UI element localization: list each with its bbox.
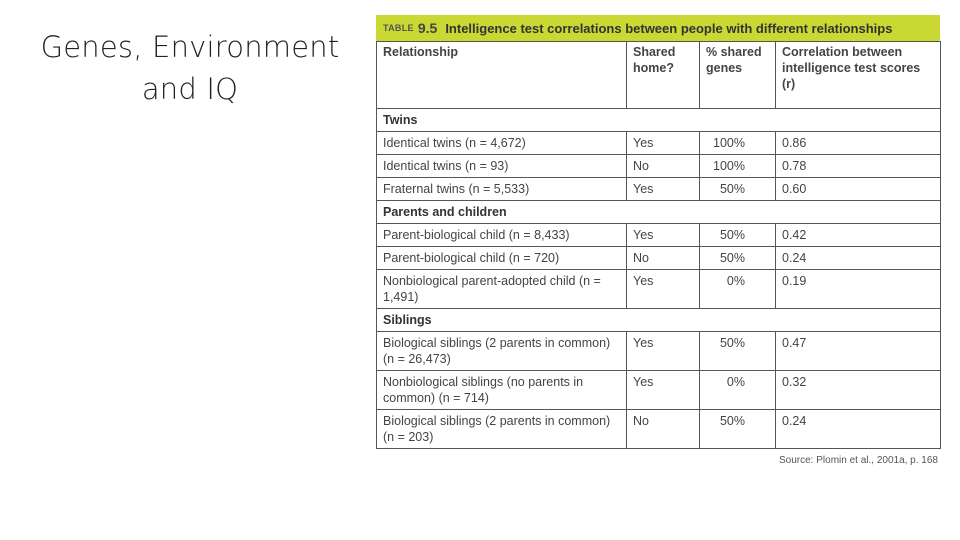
- cell-relationship: Parent-biological child (n = 720): [377, 247, 627, 270]
- cell-shared-genes: 0%: [700, 270, 776, 309]
- cell-correlation: 0.86: [776, 132, 941, 155]
- table-row: [377, 132, 941, 155]
- section-label: Parents and children: [377, 201, 941, 224]
- section-label: Twins: [377, 109, 941, 132]
- table-row: [377, 371, 941, 410]
- cell-shared-home: No: [627, 410, 700, 449]
- table-body: [377, 109, 941, 449]
- cell-shared-genes: 50%: [700, 178, 776, 201]
- column-header-shared-home: Shared home?: [627, 42, 700, 109]
- cell-relationship: Nonbiological parent-adopted child (n = 1,491): [377, 270, 627, 309]
- table-row: [377, 224, 941, 247]
- cell-correlation: 0.42: [776, 224, 941, 247]
- section-row: [377, 109, 941, 132]
- cell-relationship: Biological siblings (2 parents in common) (n = 26,473): [377, 332, 627, 371]
- section-row: [377, 201, 941, 224]
- cell-relationship: Biological siblings (2 parents in common) (n = 203): [377, 410, 627, 449]
- column-header-shared-genes: % shared genes: [700, 42, 776, 109]
- table-row: [377, 270, 941, 309]
- cell-shared-genes: 50%: [700, 224, 776, 247]
- cell-correlation: 0.24: [776, 247, 941, 270]
- cell-shared-home: Yes: [627, 270, 700, 309]
- cell-shared-genes: 50%: [700, 332, 776, 371]
- table-header-row: [377, 42, 941, 109]
- table-caption-bar: [376, 15, 940, 41]
- cell-correlation: 0.32: [776, 371, 941, 410]
- column-header-correlation: Correlation between intelligence test scores (r): [776, 42, 941, 109]
- cell-correlation: 0.47: [776, 332, 941, 371]
- table-tag: TABLE: [383, 23, 414, 33]
- table-row: [377, 247, 941, 270]
- cell-relationship: Identical twins (n = 93): [377, 155, 627, 178]
- slide-title-line-2: and IQ: [141, 72, 239, 106]
- cell-correlation: 0.78: [776, 155, 941, 178]
- cell-shared-home: No: [627, 247, 700, 270]
- table-row: [377, 178, 941, 201]
- section-row: [377, 309, 941, 332]
- cell-shared-home: Yes: [627, 332, 700, 371]
- table-caption: Intelligence test correlations between people with different relationships: [445, 20, 893, 36]
- cell-shared-home: Yes: [627, 178, 700, 201]
- table-row: [377, 155, 941, 178]
- cell-relationship: Parent-biological child (n = 8,433): [377, 224, 627, 247]
- section-label: Siblings: [377, 309, 941, 332]
- cell-shared-home: No: [627, 155, 700, 178]
- cell-shared-home: Yes: [627, 224, 700, 247]
- column-header-relationship: Relationship: [377, 42, 627, 109]
- cell-shared-genes: 50%: [700, 410, 776, 449]
- cell-correlation: 0.60: [776, 178, 941, 201]
- cell-shared-home: Yes: [627, 132, 700, 155]
- correlation-table: [376, 41, 941, 449]
- cell-shared-genes: 100%: [700, 155, 776, 178]
- table-figure: [376, 15, 940, 466]
- table-number: 9.5: [417, 20, 438, 36]
- cell-relationship: Identical twins (n = 4,672): [377, 132, 627, 155]
- cell-relationship: Nonbiological siblings (no parents in common) (n = 714): [377, 371, 627, 410]
- cell-correlation: 0.19: [776, 270, 941, 309]
- cell-correlation: 0.24: [776, 410, 941, 449]
- cell-relationship: Fraternal twins (n = 5,533): [377, 178, 627, 201]
- table-row: [377, 410, 941, 449]
- cell-shared-genes: 0%: [700, 371, 776, 410]
- cell-shared-genes: 100%: [700, 132, 776, 155]
- table-source: Source: Plomin et al., 2001a, p. 168: [779, 455, 938, 466]
- cell-shared-home: Yes: [627, 371, 700, 410]
- slide-title: [20, 26, 360, 110]
- cell-shared-genes: 50%: [700, 247, 776, 270]
- slide-title-line-1: Genes, Environment: [40, 30, 340, 64]
- table-row: [377, 332, 941, 371]
